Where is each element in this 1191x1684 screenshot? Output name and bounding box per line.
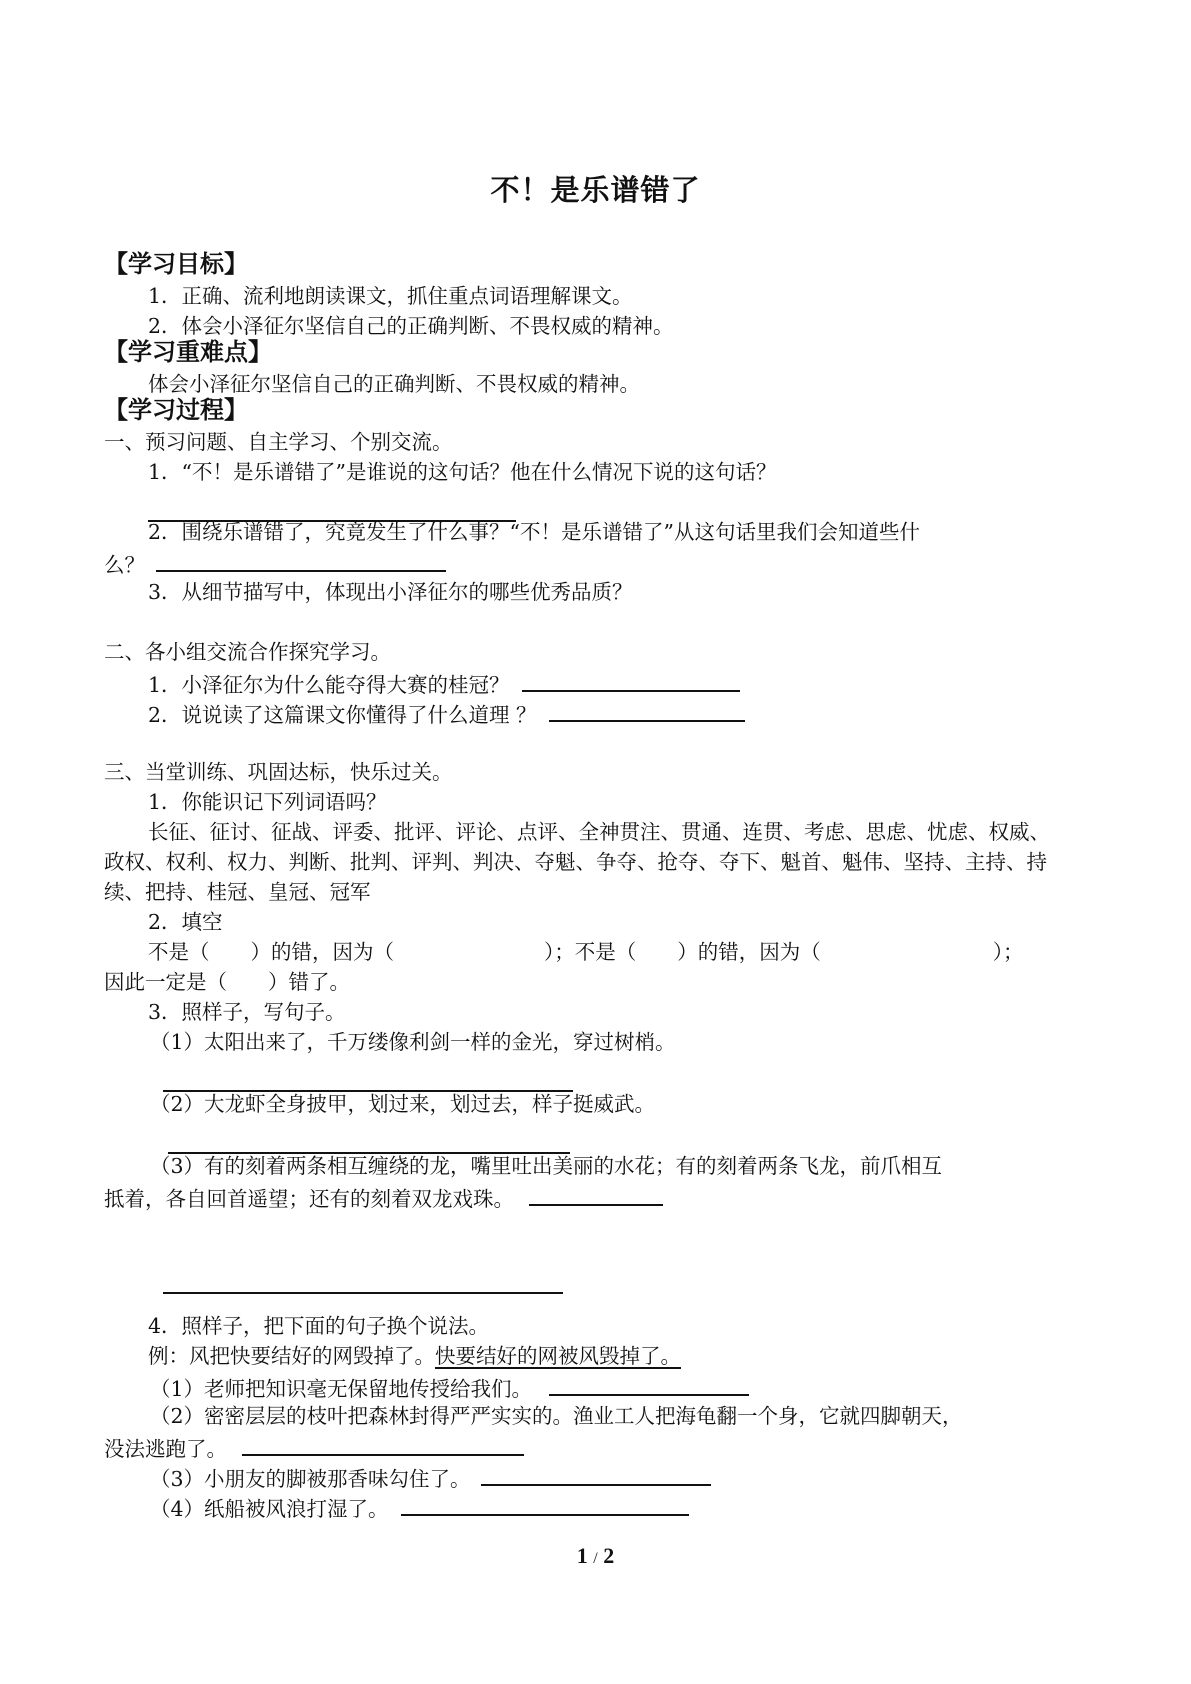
goal-item-1: 1．正确、流利地朗读课文，抓住重点词语理解课文。 (148, 284, 633, 308)
answer-line-ex4-s2[interactable] (242, 1432, 524, 1456)
answer-line-ex4-s4[interactable] (401, 1492, 689, 1516)
fill-blank-part-c: ）； (992, 940, 1024, 964)
part2-question-2: 2．说说读了这篇课文你懂得了什么道理 ？ (148, 703, 537, 727)
part2-title: 二、各小组交流合作探究学习。 (104, 640, 391, 664)
part1-question-3: 3．从细节描写中，体现出小泽征尔的哪些优秀品质？ (148, 580, 633, 604)
exercise-3-prompt: 3．照样子，写句子。 (148, 1000, 346, 1024)
exercise-4-s3-row (150, 1462, 711, 1493)
exercise-4-s4-row (150, 1492, 689, 1523)
part1-question-2-cont (104, 548, 446, 579)
exercise-4-prompt: 4．照样子，把下面的句子换个说法。 (148, 1314, 490, 1338)
part2-question-2-row (148, 698, 745, 729)
exercise-4-sentence-1: （1）老师把知识毫无保留地传授给我们。 (150, 1377, 533, 1401)
process-heading: 【学习过程】 (104, 396, 248, 424)
goal-item-2: 2．体会小泽征尔坚信自己的正确判断、不畏权威的精神。 (148, 314, 674, 338)
exercise-4-sentence-2-tail: 没法逃跑了。 (104, 1437, 227, 1461)
part1-question-2-tail: 么？ (104, 553, 145, 577)
part3-title: 三、当堂训练、巩固达标，快乐过关。 (104, 760, 453, 784)
exercise-3-sentence-3: （3）有的刻着两条相互缠绕的龙，嘴里吐出美丽的水花；有的刻着两条飞龙，前爪相互 (150, 1154, 943, 1178)
exercise-3-sentence-1: （1）太阳出来了，千万缕像利剑一样的金光，穿过树梢。 (150, 1030, 676, 1054)
answer-line-part2-q2[interactable] (549, 698, 745, 722)
exercise-4-example (148, 1342, 681, 1370)
vocab-line-3: 续、把持、桂冠、皇冠、冠军 (104, 880, 371, 904)
answer-line-ex3-s3a[interactable] (529, 1182, 663, 1206)
exercise-3-sentence-3-tail: 抵着，各自回首遥望；还有的刻着双龙戏珠。 (104, 1187, 514, 1211)
exercise-3-sentence-3-cont (104, 1182, 663, 1213)
current-page: 1 (576, 1543, 588, 1568)
part1-question-1: 1．“不！是乐谱错了”是谁说的这句话？他在什么情况下说的这句话？ (148, 460, 777, 484)
page-separator: / (593, 1550, 598, 1567)
part2-question-1: 1．小泽征尔为什么能夺得大赛的桂冠？ (148, 673, 510, 697)
part1-title: 一、预习问题、自主学习、个别交流。 (104, 430, 453, 454)
goals-heading: 【学习目标】 (104, 250, 248, 278)
page-number (0, 1543, 1191, 1569)
fill-blank-part-b: ）；不是（ ）的错，因为（ (544, 940, 821, 964)
key-points-heading: 【学习重难点】 (104, 338, 272, 366)
exercise-4-sentence-4: （4）纸船被风浪打湿了。 (150, 1497, 389, 1521)
exercise-3-sentence-2: （2）大龙虾全身披甲，划过来，划过去，样子挺威武。 (150, 1092, 656, 1116)
part1-question-2: 2．围绕乐谱错了，究竟发生了什么事？“不！是乐谱错了”从这句话里我们会知道些什 (148, 520, 921, 544)
exercise-4-sentence-3: （3）小朋友的脚被那香味勾住了。 (150, 1467, 471, 1491)
key-points-text: 体会小泽征尔坚信自己的正确判断、不畏权威的精神。 (148, 372, 640, 396)
exercise-1-prompt: 1．你能识记下列词语吗？ (148, 790, 387, 814)
vocab-line-1: 长征、征讨、征战、评委、批评、评论、点评、全神贯注、贯通、连贯、考虑、思虑、忧虑、权威、 (148, 820, 1050, 844)
example-sentence: 例：风把快要结好的网毁掉了。 (148, 1344, 435, 1368)
example-answer: 快要结好的网被风毁掉了。 (435, 1344, 681, 1368)
answer-line-ex3-s3b[interactable] (163, 1292, 563, 1294)
page-title: 不！是乐谱错了 (490, 173, 701, 207)
exercise-4-s2-cont (104, 1432, 524, 1463)
exercise-4-sentence-2: （2）密密层层的枝叶把森林封得严严实实的。渔业工人把海龟翻一个身，它就四脚朝天， (150, 1404, 963, 1428)
answer-line-part1-q2[interactable] (156, 548, 446, 572)
fill-blank-line-2: 因此一定是（ ）错了。 (104, 970, 350, 994)
exercise-4-s1-row (150, 1372, 749, 1403)
part2-question-1-row (148, 668, 740, 699)
exercise-2-prompt: 2．填空 (148, 910, 223, 934)
answer-line-ex4-s3[interactable] (481, 1462, 711, 1486)
answer-line-part2-q1[interactable] (522, 668, 740, 692)
fill-blank-part-a: 不是（ ）的错，因为（ (148, 940, 394, 964)
vocab-line-2: 政权、权利、权力、判断、批判、评判、判决、夺魁、争夺、抢夺、夺下、魁首、魁伟、坚持、主持、持 (104, 850, 1047, 874)
fill-blank-line-1 (148, 938, 1024, 966)
total-pages: 2 (603, 1543, 615, 1568)
answer-line-ex4-s1[interactable] (549, 1372, 749, 1396)
